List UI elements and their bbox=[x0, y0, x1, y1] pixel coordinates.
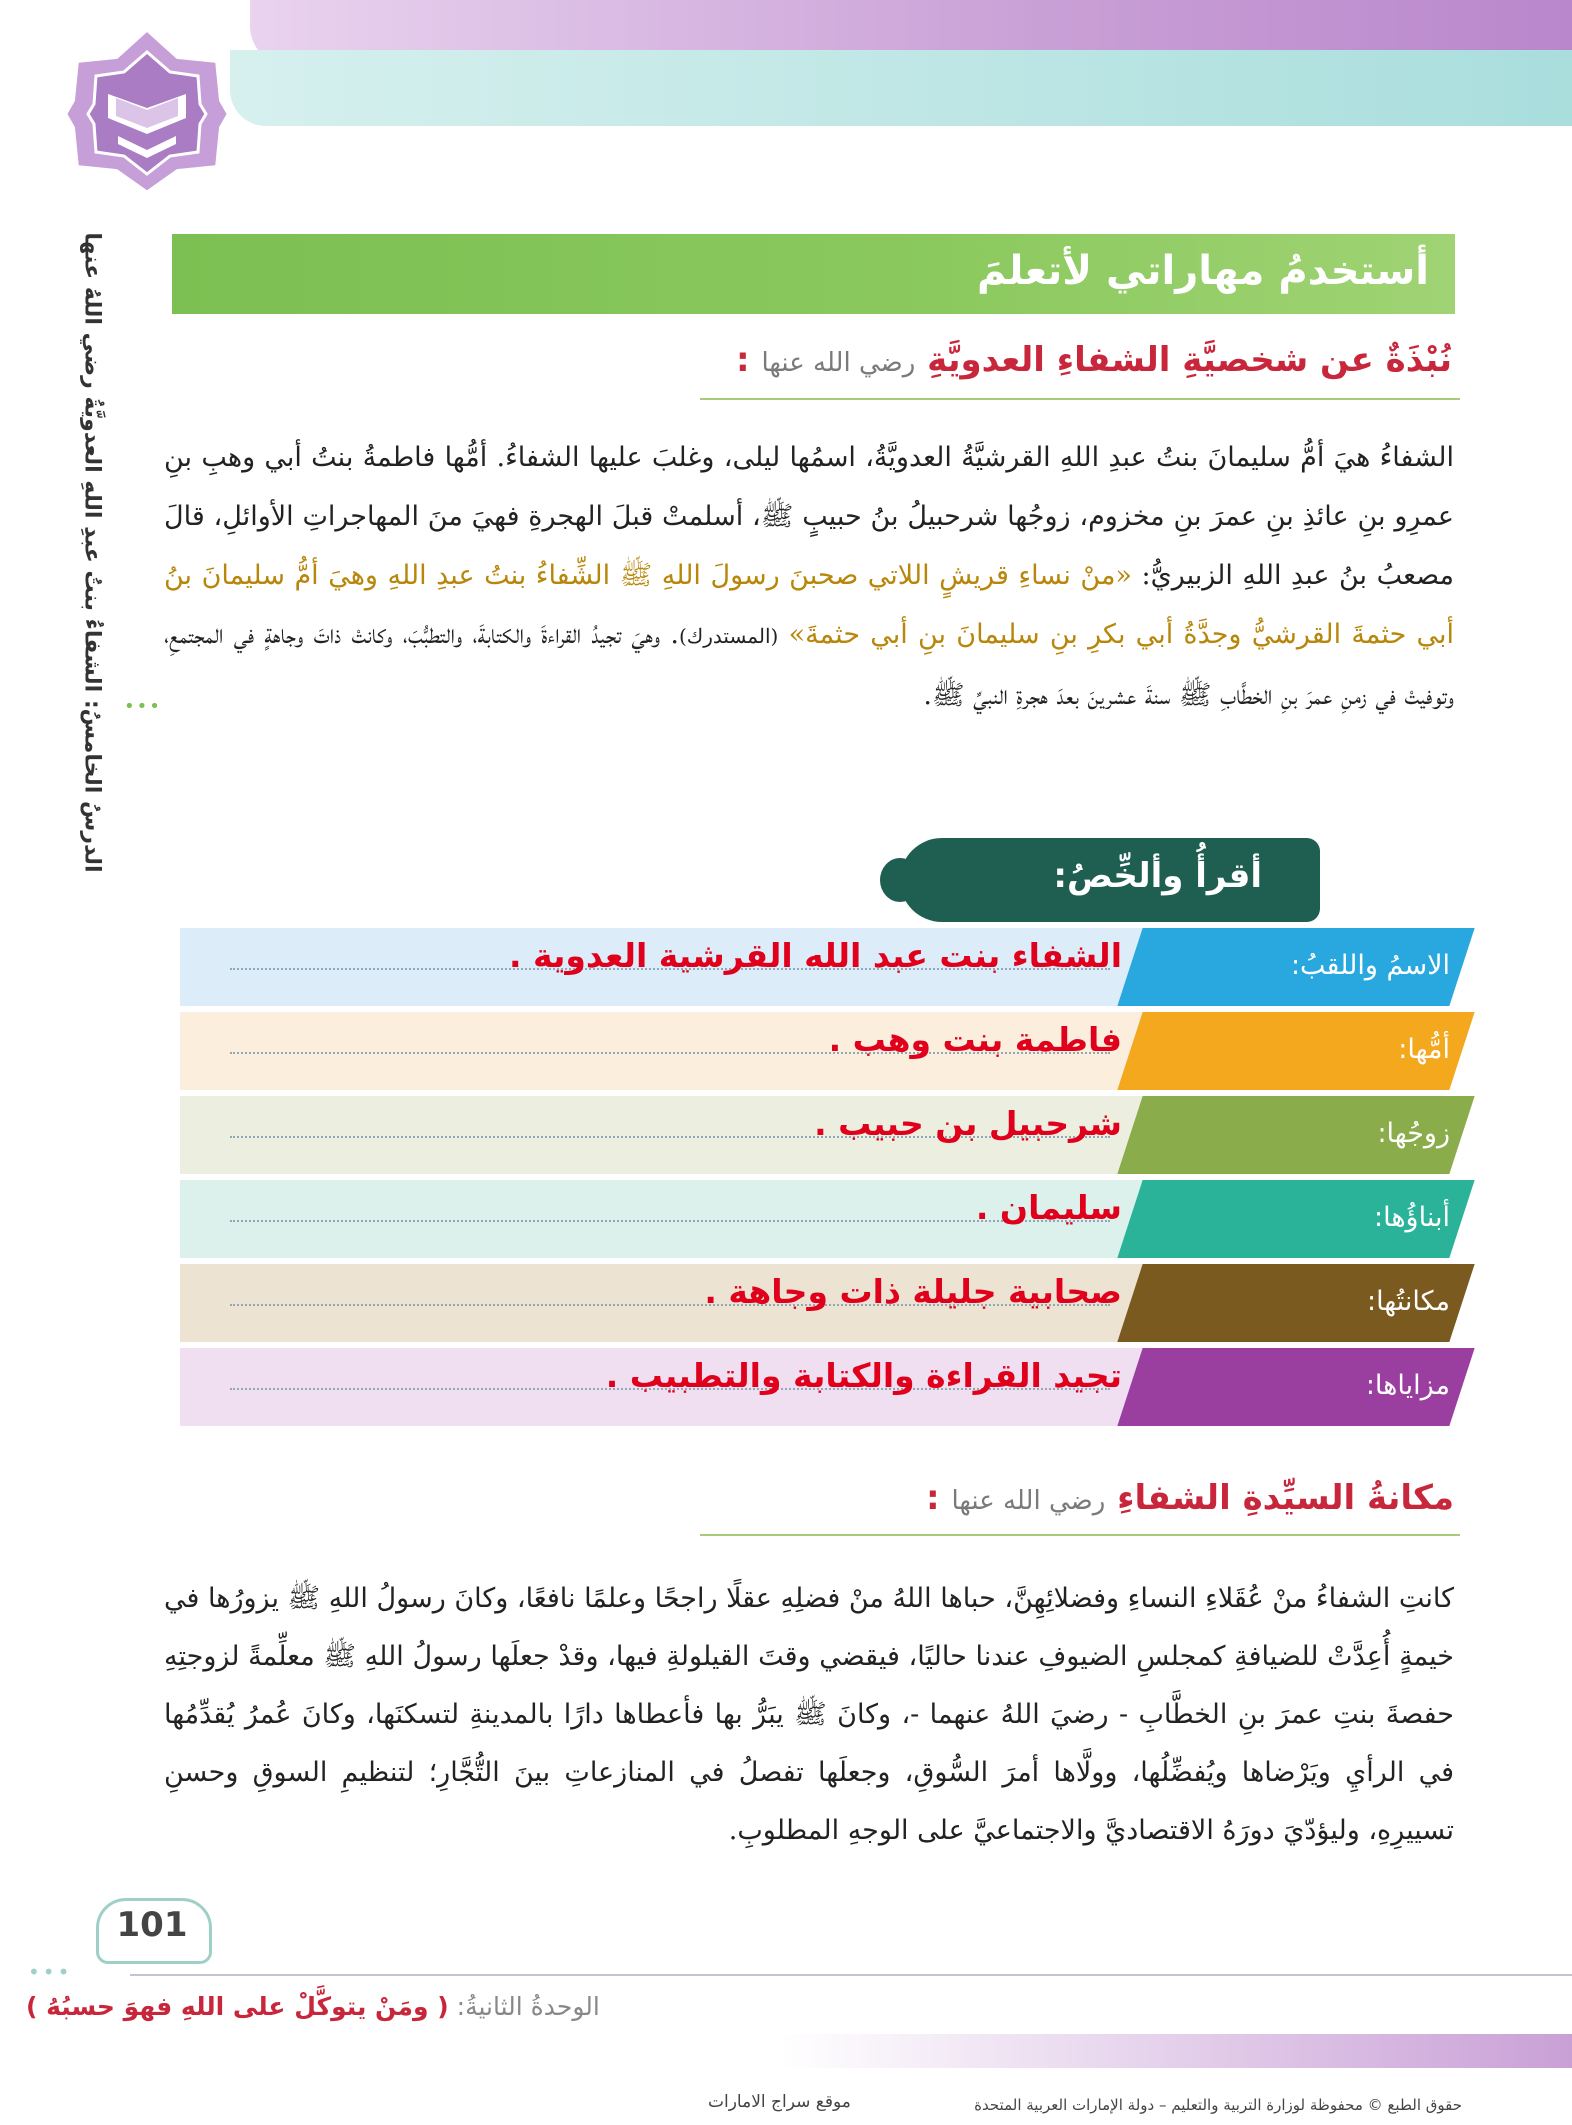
status-heading-text: مكانةُ السيِّدةِ الشفاءِ bbox=[1117, 1478, 1454, 1518]
header-band-teal bbox=[230, 50, 1572, 126]
answer-merits: تجيد القراءة والكتابة والتطبيب . bbox=[605, 1356, 1122, 1395]
row-label-mother: أمُّها: bbox=[1398, 1034, 1450, 1065]
row-label-status: مكانتُها: bbox=[1366, 1286, 1450, 1317]
footer-bar bbox=[780, 2034, 1572, 2068]
bio-paragraph bbox=[164, 428, 1454, 725]
footer-unit bbox=[26, 1992, 666, 2021]
heading-underline bbox=[700, 1534, 1460, 1536]
footer-unit-label: الوحدةُ الثانيةُ: bbox=[456, 1992, 600, 2021]
footer-copyright: حقوق الطبع © محفوظة لوزارة التربية والتعليم – دولة الإمارات العربية المتحدة bbox=[974, 2096, 1462, 2114]
bio-text-2: . وهيَ تجيدُ القراءةَ والكتابةَ، والتطبُّبَ، وكانتْ ذاتَ وجاهةٍ في المجتمعِ، وتوفيتْ في زمنِ عمرَ بنِ الخطَّابِ ﷺ سنةَ عشرينَ بعدَ هجرةِ النبيِّ ﷺ. bbox=[164, 619, 1454, 711]
row-label-children: أبناؤُها: bbox=[1374, 1202, 1450, 1233]
section-title-bar bbox=[172, 234, 1455, 314]
quran-book-logo-icon bbox=[58, 22, 236, 200]
praise-calligraphy: رضي الله عنها bbox=[951, 1486, 1106, 1516]
row-label-husband: زوجُها: bbox=[1377, 1118, 1450, 1149]
footer-motto: ( ومَنْ يتوكَّلْ على اللهِ فهوَ حسبُهُ ) bbox=[26, 1992, 449, 2021]
page-number: 101 bbox=[116, 1905, 188, 1945]
side-dots: ••• bbox=[124, 696, 162, 717]
answer-name: الشفاء بنت عبد الله القرشية العدوية . bbox=[508, 936, 1122, 975]
read-summarize-title: أقرأُ وألخِّصُ: bbox=[1053, 856, 1262, 896]
answer-children: سليمان . bbox=[975, 1188, 1122, 1227]
bio-source: (المستدرك) bbox=[678, 624, 779, 648]
section-title: أستخدمُ مهاراتي لأتعلمَ bbox=[977, 248, 1429, 294]
footer-divider bbox=[130, 1974, 1572, 1976]
footer-dots: ••• bbox=[28, 1960, 73, 1984]
bio-quote: «منْ نساءِ قريشٍ اللاتي صحبنَ رسولَ اللهِ ﷺ الشِّفاءُ بنتُ عبدِ اللهِ وهيَ أمُّ سليمانَ بنُ أبي حثمةَ القرشيُّ وجدَّةُ أبي بكرِ بنِ سليمانَ بنِ أبي حثمةَ» bbox=[164, 560, 1454, 650]
bio-heading bbox=[736, 340, 1452, 380]
status-paragraph: كانتِ الشفاءُ منْ عُقَلاءِ النساءِ وفضلائِهِنَّ، حباها اللهُ منْ فضلِهِ عقلًا راجحًا وعلمًا نافعًا، وكانَ رسولُ اللهِ ﷺ يزورُها في خيمةٍ أُعِدَّتْ للضيافةِ كمجلسِ الضيوفِ عندنا حاليًا، فيقضي وقتَ القيلولةِ فيها، وقدْ جعلَها رسولُ اللهِ ﷺ معلِّمةً لزوجتِهِ حفصةَ بنتِ عمرَ بنِ الخطَّابِ - رضيَ اللهُ عنهما -، وكانَ ﷺ يبَرُّ بها فأعطاها دارًا بالمدينةِ لتسكنَها، وكانَ عُمرُ يُقدِّمُها في الرأيِ ويَرْضاها ويُفضِّلُها، وولَّاها أمرَ السُّوقِ، وجعلَها تفصلُ في المنازعاتِ بينَ التُّجَّارِ؛ لتنظيمِ السوقِ وحسنِ تسييرِهِ، وليؤدّيَ دورَهُ الاقتصاديَّ والاجتماعيَّ على الوجهِ المطلوبِ. bbox=[164, 1583, 1454, 1846]
bio-text-1: الشفاءُ هيَ أمُّ سليمانَ بنتُ عبدِ اللهِ القرشيَّةُ العدويَّةُ، اسمُها ليلى، وغلبَ عليها الشفاءُ. أمُّها فاطمةُ بنتُ أبي وهبِ بنِ عمرِو بنِ عائذِ بنِ عمرَ بنِ مخزوم، زوجُها شرحبيلُ بنُ حبيبٍ ﷺ، أسلمتْ قبلَ الهجرةِ فهيَ منَ المهاجراتِ الأوائلِ، قالَ مصعبُ بنُ عبدِ اللهِ الزبيريُّ: bbox=[164, 442, 1454, 591]
side-lesson-label bbox=[72, 232, 112, 880]
read-summarize-banner bbox=[900, 838, 1320, 922]
praise-calligraphy: رضي الله عنها bbox=[761, 348, 916, 378]
answer-status: صحابية جليلة ذات وجاهة . bbox=[704, 1272, 1122, 1311]
status-heading bbox=[926, 1478, 1454, 1518]
side-lesson-text: الدرسُ الخامسُ: الشفاءُ بنتُ عبدِ اللهِ العدويَّةُ رضي اللهُ عنها bbox=[79, 232, 105, 873]
footer-site: موقع سراج الامارات bbox=[708, 2092, 851, 2112]
row-label-merits: مزاياها: bbox=[1365, 1370, 1450, 1401]
bio-heading-colon: : bbox=[736, 340, 750, 380]
bio-heading-text: نُبْذَةٌ عن شخصيَّةِ الشفاءِ العدويَّةِ bbox=[927, 340, 1452, 380]
answer-mother: فاطمة بنت وهب . bbox=[828, 1020, 1122, 1059]
row-label-name: الاسمُ واللقبُ: bbox=[1290, 950, 1450, 981]
heading-underline bbox=[700, 398, 1460, 400]
status-heading-colon: : bbox=[926, 1478, 940, 1518]
answer-husband: شرحبيل بن حبيب . bbox=[814, 1104, 1122, 1143]
